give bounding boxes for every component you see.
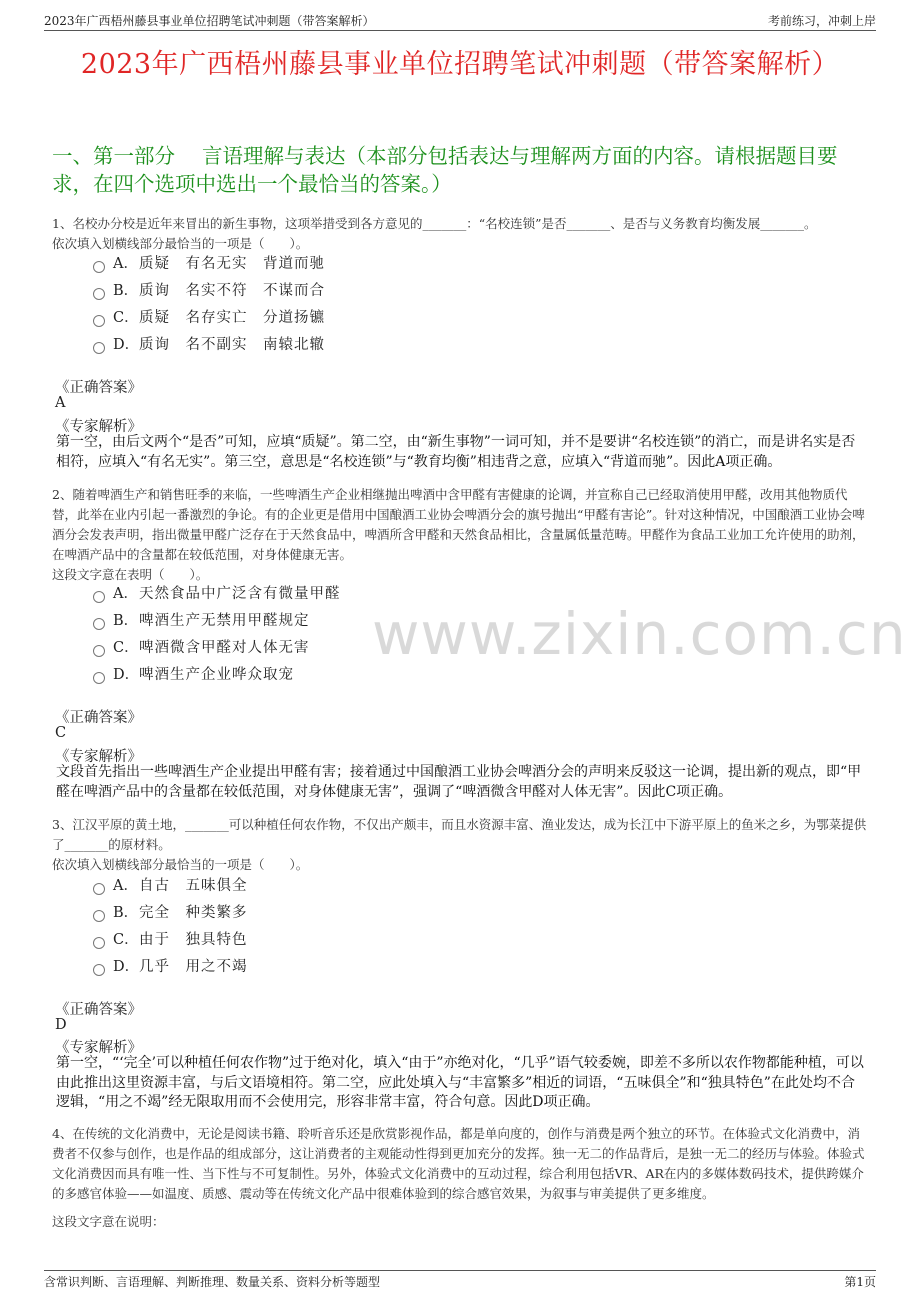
answer-label: 《正确答案》 (55, 1002, 142, 1018)
watermark: www.zixin.com.cn (372, 600, 907, 668)
option-b[interactable]: B．啤酒生产无禁用甲醛规定 (93, 611, 310, 631)
radio-icon[interactable] (93, 288, 105, 300)
analysis-label: 《专家解析》 (55, 749, 142, 765)
option-b[interactable]: B．质询 名实不符 不谋而合 (93, 281, 325, 301)
radio-icon[interactable] (93, 883, 105, 895)
page-footer (44, 1270, 876, 1289)
question-2 (52, 485, 868, 585)
question-prompt: 这段文字意在说明： (52, 1214, 165, 1229)
option-a[interactable]: A．天然食品中广泛含有微量甲醛 (93, 584, 341, 604)
analysis-label: 《专家解析》 (55, 419, 142, 435)
question-stem: 2、随着啤酒生产和销售旺季的来临，一些啤酒生产企业相继抛出啤酒中含甲醛有害健康的论调，并宣称自己已经取消使用甲醛，改用其他物质代替，此举在业内引起一番激烈的争论。有的企业更是借用中国酿酒工业协会啤酒分会的旗号抛出“甲醛有害论”。针对这种情况，中国酿酒工业协会啤酒分会发表声明，指出微量甲醛广泛存在于天然食品中，啤酒所含甲醛和天然食品相比，含量属低量范畴。甲醛作为食品工业加工允许使用的助剂，在啤酒产品中的含量都在较低范围，对身体健康无害。 (52, 487, 865, 562)
radio-icon[interactable] (93, 645, 105, 657)
header-left-text: 2023年广西梧州藤县事业单位招聘笔试冲刺题（带答案解析） (44, 14, 375, 28)
radio-icon[interactable] (93, 672, 105, 684)
option-b[interactable]: B．完全 种类繁多 (93, 903, 248, 923)
question-stem: 4、在传统的文化消费中，无论是阅读书籍、聆听音乐还是欣赏影视作品，都是单向度的，创作与消费是两个独立的环节。在体验式文化消费中，消费者不仅参与创作，也是作品的组成部分，这让消费者的主观能动性得到更加充分的发挥。独一无二的作品背后，是独一无二的经历与体验。体验式文化消费因而具有唯一性、当下性与不可复制性。另外，体验式文化消费中的互动过程，综合利用包括VR、AR在内的多媒体数码技术，提供跨媒介的多感官体验——如温度、质感、震动等在传统文化产品中很难体验到的综合感官效果，为叙事与审美提供了更多维度。 (52, 1126, 865, 1201)
answer-value: C (55, 725, 67, 741)
option-a[interactable]: A．质疑 有名无实 背道而驰 (93, 254, 325, 274)
question-prompt: 依次填入划横线部分最恰当的一项是（ ）。 (52, 236, 309, 251)
radio-icon[interactable] (93, 315, 105, 327)
option-c[interactable]: C．由于 独具特色 (93, 930, 248, 950)
answer-label: 《正确答案》 (55, 710, 142, 726)
option-a[interactable]: A．自古 五味俱全 (93, 876, 248, 896)
option-c[interactable]: C．质疑 名存实亡 分道扬镳 (93, 308, 325, 328)
answer-value: D (55, 1017, 67, 1033)
header-right-text: 考前练习，冲刺上岸 (767, 14, 876, 28)
question-prompt: 依次填入划横线部分最恰当的一项是（ ）。 (52, 857, 309, 872)
question-stem: 1、名校办分校是近年来冒出的新生事物，这项举措受到各方意见的_______：“名校连锁”是否_______、是否与义务教育均衡发展_______。 (52, 216, 817, 231)
radio-icon[interactable] (93, 937, 105, 949)
question-1 (52, 214, 868, 254)
radio-icon[interactable] (93, 261, 105, 273)
page-number: 第1页 (844, 1275, 876, 1289)
analysis-label: 《专家解析》 (55, 1040, 142, 1056)
radio-icon[interactable] (93, 964, 105, 976)
footer-left-text: 含常识判断、言语理解、判断推理、数量关系、资料分析等题型 (44, 1275, 381, 1289)
option-d[interactable]: D．啤酒生产企业哗众取宠 (93, 665, 294, 685)
document-title: 2023年广西梧州藤县事业单位招聘笔试冲刺题（带答案解析） (80, 49, 840, 80)
option-c[interactable]: C．啤酒微含甲醛对人体无害 (93, 638, 310, 658)
question-4 (52, 1124, 868, 1204)
radio-icon[interactable] (93, 591, 105, 603)
option-d[interactable]: D．几乎 用之不竭 (93, 957, 248, 977)
radio-icon[interactable] (93, 618, 105, 630)
analysis-text: 第一空，“‘完全’可以种植任何农作物”过于绝对化，填入“由于”亦绝对化，“几乎”语气较委婉，即差不多所以农作物都能种植，可以由此推出这里资源丰富，与后文语境相符。第二空，应此处填入与“丰富繁多”相近的词语，“五味俱全”和“独具特色”在此处均不合逻辑，“用之不竭”经无限取用而不会使用完，形容非常丰富，符合句意。因此D项正确。 (56, 1055, 864, 1110)
radio-icon[interactable] (93, 342, 105, 354)
analysis-text: 第一空，由后文两个“是否”可知，应填“质疑”。第二空，由“新生事物”一词可知，并不是要讲“名校连锁”的消亡，而是讲名实是否相符，应填入“有名无实”。第三空，意思是“名校连锁”与“教育均衡”相违背之意，应填入“背道而驰”。因此A项正确。 (56, 434, 856, 470)
section-heading: 一、第一部分 言语理解与表达（本部分包括表达与理解两方面的内容。请根据题目要求，在四个选项中选出一个最恰当的答案。） (52, 144, 838, 196)
page-header (44, 12, 876, 31)
option-d[interactable]: D．质询 名不副实 南辕北辙 (93, 335, 325, 355)
answer-value: A (55, 395, 66, 411)
question-prompt: 这段文字意在表明（ ）。 (52, 567, 209, 582)
answer-label: 《正确答案》 (55, 380, 142, 396)
radio-icon[interactable] (93, 910, 105, 922)
question-stem: 3、江汉平原的黄土地，_______可以种植任何农作物，不仅出产颇丰，而且水资源丰富、渔业发达，成为长江中下游平原上的鱼米之乡，为鄂菜提供了_______的原材料。 (52, 817, 867, 852)
analysis-text: 文段首先指出一些啤酒生产企业提出甲醛有害；接着通过中国酿酒工业协会啤酒分会的声明来反驳这一论调，提出新的观点，即“甲醛在啤酒产品中的含量都在较低范围，对身体健康无害”，强调了“啤酒微含甲醛对人体无害”。因此C项正确。 (56, 764, 862, 800)
question-3 (52, 815, 868, 875)
